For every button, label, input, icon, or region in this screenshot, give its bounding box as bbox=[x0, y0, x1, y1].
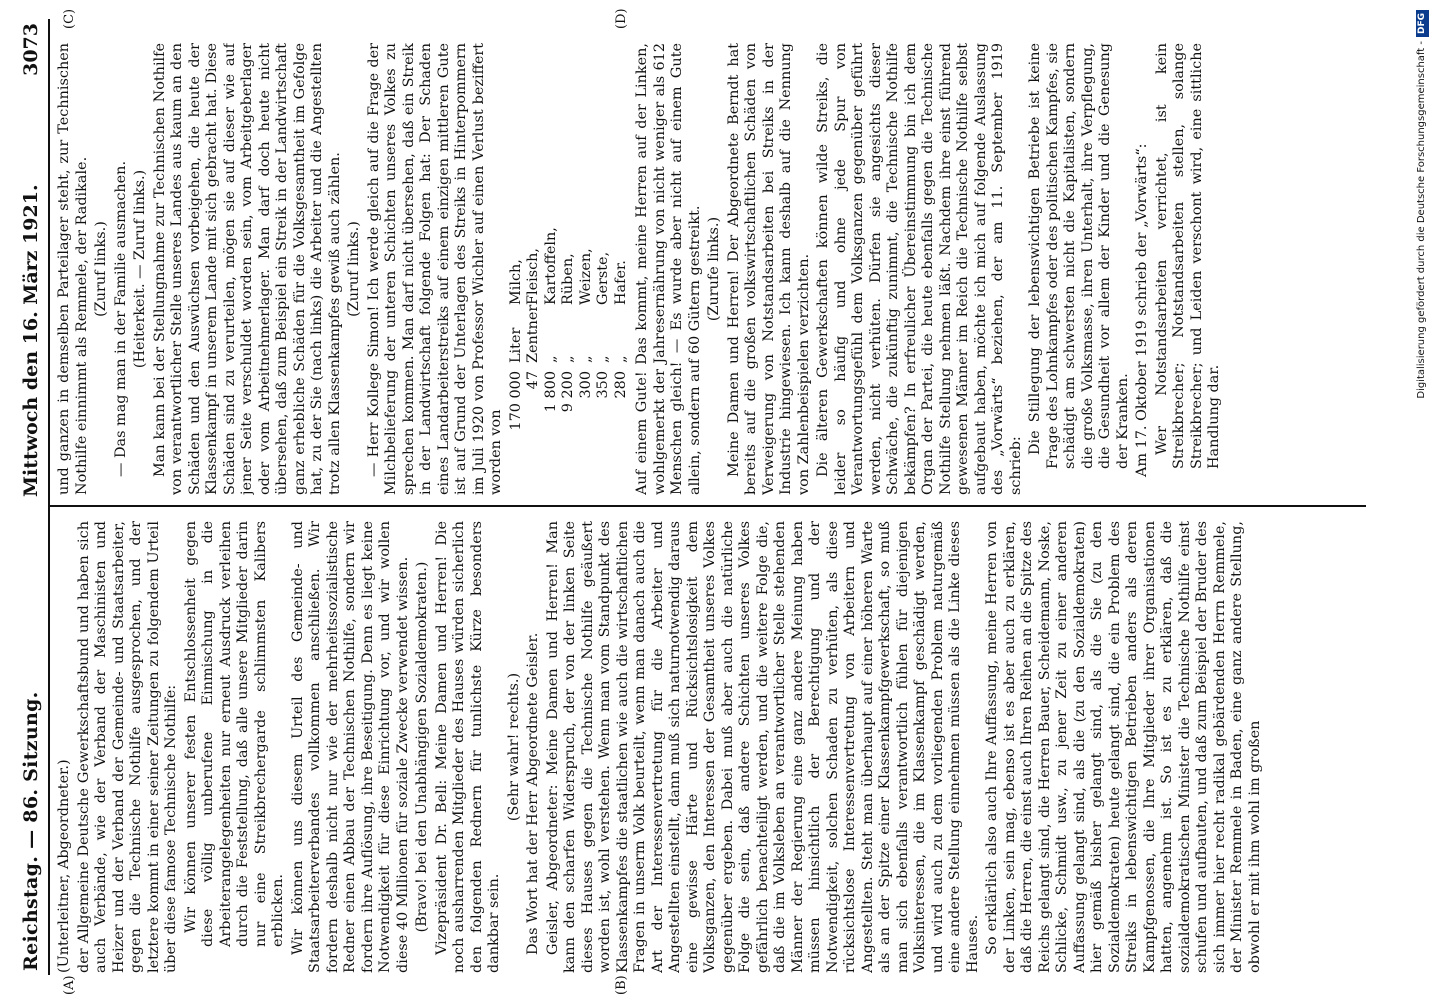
list-good: Kartoffeln, bbox=[542, 227, 559, 305]
interjection: (Zurufe links.) bbox=[706, 216, 722, 322]
page-header bbox=[14, 19, 50, 975]
digitization-credit-text bbox=[1414, 10, 1430, 990]
list-item bbox=[578, 43, 596, 433]
paragraph: — Das mag man in der Familie ausmachen. bbox=[112, 160, 129, 477]
list-quantity: 300 bbox=[577, 371, 594, 399]
list-item bbox=[525, 43, 543, 433]
list-quantity: 280 bbox=[612, 371, 629, 399]
paragraph: Die älteren Gewerkschaften können wilde Streiks, die leider so häufig und ohne jede Spur von Verantwortungsgefühl dem Volksganzen gegenüber geführt werden, nicht verhüten. Dürfen sie angesichts dieser Schwäche, die zukünftig zunimmt, die Technische Nothilfe bekämpfen? In erfreulicher Übereinstimmung bin ich dem Organ der Partei, die heute ebenfalls gegen die Technische Nothilfe Stellung nehmen läßt. Nachdem ihre einst führend gewesenen Männer im Reich die Technische Nothilfe selbst aufgebaut haben, möchte ich mich auf folgende Auslassung des „Vorwärts“ beziehen, der am 11. September 1919 schrieb: bbox=[815, 43, 1024, 495]
margin-marker-a: (A) bbox=[62, 975, 77, 995]
interjection: (Heiterkeit. — Zuruf links.) bbox=[132, 169, 148, 369]
list-good: Fleisch, bbox=[525, 248, 541, 305]
quotation: Wir können unserer festen Entschlossenheit gegen diese völlig unberufene Einmischung in die Arbeiterangelegenheiten nur erneut Ausdruck verleihen durch die Feststellung, daß alle unsere Mitglieder darin nur eine Streikbrechergarde schlimmsten Kalibers erblicken. bbox=[182, 521, 286, 947]
list-unit: „ bbox=[542, 355, 559, 363]
list-quantity: 1 800 bbox=[542, 371, 559, 413]
left-column bbox=[56, 521, 1366, 973]
list-unit: Zentner bbox=[525, 304, 541, 363]
paragraph: Vizepräsident Dr. Bell: Meine Damen und Herren! Die noch ausharrenden Mitglieder des Hauses würden sicherlich den folgenden Rednern für tunlichste Kürze besonders dankbar sein. bbox=[433, 521, 502, 973]
page-number: 3073 bbox=[20, 23, 42, 76]
list-good: Milch, bbox=[507, 259, 524, 305]
list-good: Rüben, bbox=[560, 253, 576, 305]
paragraph: Man kann bei der Stellungnahme zur Technischen Nothilfe von verantwortlicher Stelle unseres Landes aus kaum an den Schäden und den Auswüchsen vorbeigehen, die heute der Klassenkampf in unserem Lande mit sich gebracht hat. Diese Schäden sind zu verurteilen, mögen sie auf dieser wie auf jener Seite verschuldet worden sein, vom Arbeitgeberlager oder vom Arbeitnehmerlager. Man darf doch heute nicht übersehen, daß zum Beispiel ein Streik in der Landwirtschaft ganz erhebliche Schäden für die Volksgesamtheit im Gefolge hat, zu der Sie (nach links) die Arbeiter und die Angestellten trotz allen Klassenkampfes gewiß auch zählen. bbox=[151, 43, 343, 495]
paragraph: Das Wort hat der Herr Abgeordnete Geisler. bbox=[525, 632, 541, 955]
list-item bbox=[560, 43, 578, 433]
interjection: (Zuruf links.) bbox=[93, 221, 109, 317]
list-item bbox=[595, 43, 613, 433]
header-session: Reichstag. — 86. Sitzung. bbox=[20, 691, 42, 971]
list-good: Weizen, bbox=[577, 248, 594, 305]
page-body bbox=[14, 8, 1394, 995]
list-quantity: 350 bbox=[595, 371, 611, 399]
interjection: (Sehr wahr! rechts.) bbox=[505, 672, 522, 822]
list-unit: Liter bbox=[507, 327, 524, 363]
speaker-continuation: (Unterleitner, Abgeordneter.) bbox=[56, 759, 72, 973]
paragraph: So erklärlich also auch Ihre Auffassung, meine Herren von der Linken, sein mag, ebenso ist es aber auch zu erklären, daß die Herren, die einst auch Ihren Reihen an die Spitze des Reichs gelangt sind, die Herren Bauer, Scheidemann, Noske, Schlicke, Schmidt usw., zu jener Zeit zu einer anderen Auffassung gelangt sind, als die (zu den Sozialdemokraten) hier gemäß bisher gelangt sind, als die Sie (zu den Sozialdemokraten) heute gelangt sind, die ein Problem des Streiks in lebenswichtigen Betrieben anders als deren Kampfgenossen, die Ihre Mitglieder ihrer Organisationen hatten, angenehm ist. So ist es zu erklären, daß die sozialdemokratischen Minister die Technische Nothilfe einst schufen und aufbauten, und daß zum Beispiel der Bruder des sich immer hier recht radikal gebärdenden Herrn Remmele, der Minister Remmele in Baden, eine ganz andere Stellung, obwohl er mit ihm wohl im großen bbox=[984, 521, 1263, 973]
header-date: Mittwoch den 16. März 1921. bbox=[20, 184, 42, 497]
paragraph: Auf einem Gute! Das kommt, meine Herren auf der Linken, wohlgemerkt der Jahresernährung von nicht weniger als 612 Menschen gleich! — Es wurde aber nicht auf einem Gute allein, sondern auf 60 Gütern gestreikt. bbox=[634, 43, 703, 495]
interjection: (Bravo! bei den Unabhängigen Sozialdemokraten.) bbox=[414, 561, 430, 933]
paragraph: Am 17. Oktober 1919 schrieb der „Vorwärts“: bbox=[1134, 143, 1150, 477]
paragraph: Meine Damen und Herren! Der Abgeordnete Berndt hat bereits auf die großen volkswirtschaftlichen Schäden von Verweigerung von Notstandsarbeiten bei Streiks in der Industrie hingewiesen. Ich kann deshalb auf die Nennung von Zahlenbeispielen verzichten. bbox=[725, 43, 812, 495]
list-item bbox=[543, 43, 561, 433]
list-item bbox=[508, 43, 526, 433]
quotation: Wer Notstandsarbeiten verrichtet, ist kein Streikbrecher; Notstandsarbeiten stellen, solange Streikbrecher; und Leiden verschont wird, eine sittliche Handlung dar. bbox=[1153, 43, 1222, 469]
interjection: (Zuruf links.) bbox=[346, 221, 362, 317]
right-column bbox=[56, 43, 1366, 495]
list-good: Gerste, bbox=[595, 251, 611, 305]
loss-list bbox=[508, 43, 631, 433]
list-quantity: 170 000 bbox=[507, 371, 524, 431]
paragraph: Geisler, Abgeordneter: Meine Damen und Herren! Man kann den scharfen Widerspruch, der von der linken Seite dieses Hauses gegen die Technische Nothilfe geäußert worden ist, wohl verstehen. Wenn man vom Standpunkt des Klassenkampfes die staatlichen wie auch die wirtschaftlichen Fragen in unserm Volk beurteilt, wenn man danach auch die Art der Interessenvertretung für die Arbeiter und Angestellten einstellt, dann muß sich naturnotwendig daraus eine gewisse Härte und Rücksichtslosigkeit dem Volksganzen, den Interessen der Gesamtheit unseres Volkes gegenüber ergeben. Dabei muß aber auch die natürliche Folge die sein, daß andere Schichten unseres Volkes gefährlich benachteiligt werden, und die weitere Folge die, daß die im Volksleben an verantwortlicher Stelle stehenden Männer der Regierung eine ganz andere Meinung haben müssen hinsichtlich der Berechtigung und der Notwendigkeit, solchen Schaden zu verhüten, als diese rücksichtslose Interessenvertretung von Arbeitern und Angestellten. Steht man überhaupt auf einer höheren Warte als an der Spitze einer Klassenkampfgewerkschaft, so muß man sich ebenfalls verantwortlich fühlen für diejenigen Volksinteressen, die im Klassenkampf geschädigt werden, und wird auch zu dem vorliegenden Problem naturgemäß eine andere Stellung einnehmen müssen als die Linke dieses Hauses. bbox=[544, 521, 981, 973]
paragraph: der Allgemeine Deutsche Gewerkschaftsbund und haben sich auch Verbände, wie der Verband der Maschinisten und Heizer und der Verband der Gemeinde- und Staatsarbeiter, gegen die Technische Nothilfe ausgesprochen, und der letztere kommt in einer seiner Zeitungen zu folgendem Urteil über diese famose Technische Nothilfe: bbox=[75, 521, 179, 973]
paragraph: und ganzen in demselben Parteilager steht, zur Technischen Nothilfe einnimmt als Remmele, der Radikale. bbox=[56, 43, 90, 495]
list-unit: „ bbox=[577, 355, 594, 363]
margin-marker-c: (C) bbox=[62, 8, 77, 29]
margin-marker-d: (D) bbox=[614, 8, 629, 29]
quotation: Die Stillegung der lebenswichtigen Betriebe ist keine Frage des Lohnkampfes oder des politischen Kampfes, sie schädigt am schwersten nicht die Kapitalisten, sondern die große Volksmasse, ihren Unterhalt, ihre Verpflegung, die Gesundheit vor allem der Kinder und die Genesung der Kranken. bbox=[1027, 43, 1131, 469]
list-quantity: 9 200 bbox=[560, 371, 576, 413]
digitization-credit bbox=[1414, 10, 1430, 990]
column-divider bbox=[48, 505, 1366, 507]
list-good: Hafer. bbox=[612, 260, 629, 305]
margin-marker-b: (B) bbox=[614, 975, 629, 995]
list-unit: „ bbox=[595, 355, 611, 363]
dfg-logo: DFG bbox=[1416, 10, 1429, 37]
list-item bbox=[613, 43, 631, 433]
credit-label: Digitalisierung gefördert durch die Deutsche Forschungsgemeinschaft - bbox=[1416, 41, 1427, 399]
list-quantity: 47 bbox=[525, 371, 541, 390]
paragraph: — Herr Kollege Simon! Ich werde gleich auf die Frage der Milchbelieferung der unteren Schichten unseres Volkes zu sprechen kommen. Man darf nicht übersehen, daß ein Streik in der Landwirtschaft folgende Folgen hat: Der Schaden eines Landarbeiterstreiks auf einem einzigen mittleren Gute ist auf Grund der Unterlagen des Streiks in Hinterpommern im Juli 1920 von Professor Wichler auf einen Verlust beziffert worden von bbox=[365, 43, 504, 495]
list-unit: „ bbox=[560, 355, 576, 363]
list-unit: „ bbox=[612, 355, 629, 363]
paragraph: Wir können uns diesem Urteil des Gemeinde- und Staatsarbeiterverbandes vollkommen anschließen. Wir fordern deshalb nicht nur wie der mehrheitssozialistische Redner einen Abbau der Technischen Nothilfe, sondern wir fordern ihre Auflösung, ihre Beseitigung. Denn es liegt keine Notwendigkeit für diese Einrichtung vor, und wir wollen diese 40 Millionen für soziale Zwecke verwendet wissen. bbox=[289, 521, 411, 973]
